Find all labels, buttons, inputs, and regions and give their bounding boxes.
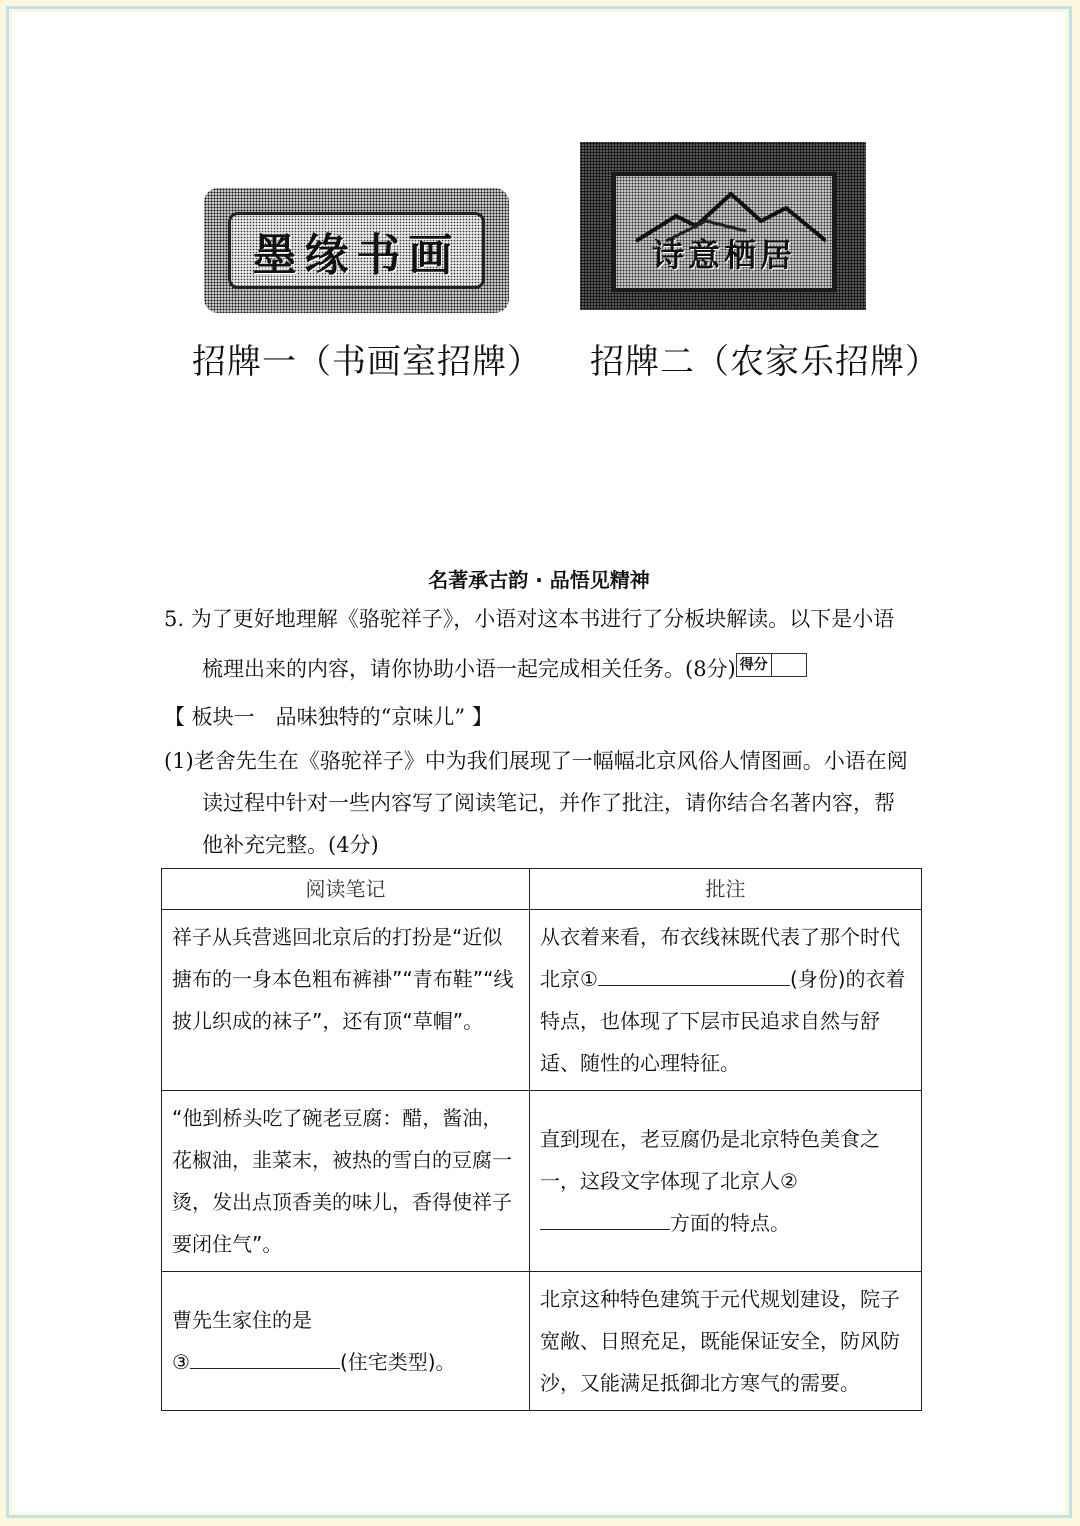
sign-board-2	[612, 172, 836, 292]
note-cell-3	[162, 1272, 530, 1411]
note-3-marker: ③	[172, 1350, 190, 1374]
sign-caption-2: 招牌二（农家乐招牌）	[590, 342, 940, 382]
sign-text-2: 诗意栖居	[651, 236, 796, 274]
section-title: 名著承古韵 · 品悟见精神	[428, 568, 650, 592]
comment-cell-2	[530, 1091, 922, 1272]
comment-1-after: (身份)的衣着特点，也体现了下层市民追求自然与舒适、随性的心理特征。	[540, 967, 906, 1075]
reading-notes-table	[161, 868, 922, 1411]
block-heading: 【 板块一 品味独特的“京味儿” 】	[164, 705, 493, 729]
table-row	[162, 1091, 922, 1272]
comment-2-after: 方面的特点。	[670, 1211, 790, 1235]
sign-caption-1: 招牌一（书画室招牌）	[192, 342, 542, 382]
sub-question-line-2: 读过程中针对一些内容写了阅读笔记，并作了批注，请你结合名著内容，帮	[202, 791, 895, 815]
header-comments: 批注	[530, 869, 922, 910]
document-page	[12, 12, 1066, 1512]
answer-blank-2[interactable]	[540, 1209, 670, 1230]
comment-cell-3: 北京这种特色建筑于元代规划建设，院子宽敞、日照充足，既能保证安全，防风防沙，又能满足抵御北方寒气的需要。	[530, 1272, 922, 1411]
sub-question-line-3: 他补充完整。(4分)	[202, 833, 379, 857]
comment-cell-1	[530, 910, 922, 1091]
sub-question-line-1: (1)老舍先生在《骆驼祥子》中为我们展现了一幅幅北京风俗人情图画。小语在阅	[164, 749, 908, 773]
question-line-1: 5. 为了更好地理解《骆驼祥子》，小语对这本书进行了分板块解读。以下是小语	[164, 607, 895, 631]
note-cell-1: 祥子从兵营逃回北京后的打扮是“近似搪布的一身本色粗布裤褂”“青布鞋”“线披儿织成的袜子”，还有顶“草帽”。	[162, 910, 530, 1091]
score-box	[736, 653, 807, 677]
table-header-row	[162, 869, 922, 910]
note-3-after: (住宅类型)。	[339, 1350, 456, 1374]
comment-1-before: 从衣着来看，布衣线袜既代表了那个时代北京①	[540, 925, 900, 991]
header-reading-notes: 阅读笔记	[162, 869, 530, 910]
note-cell-2: “他到桥头吃了碗老豆腐：醋，酱油，花椒油，韭菜末，被热的雪白的豆腐一烫，发出点顶香美的味儿，香得使祥子要闭住气”。	[162, 1091, 530, 1272]
sign-image-1	[204, 188, 509, 313]
score-label: 得分	[737, 654, 772, 676]
answer-blank-1[interactable]	[598, 965, 790, 986]
comment-2-before: 直到现在，老豆腐仍是北京特色美食之一，这段文字体现了北京人②	[540, 1127, 880, 1193]
question-line-2-text: 梳理出来的内容，请你协助小语一起完成相关任务。(8分)	[202, 657, 736, 681]
table-row	[162, 910, 922, 1091]
note-3-before: 曹先生家住的是	[172, 1308, 312, 1332]
sign-image-2	[580, 142, 866, 310]
sign-text-1: 墨缘书画	[252, 229, 461, 281]
question-line-2	[202, 648, 807, 690]
table-row	[162, 1272, 922, 1411]
answer-blank-3[interactable]	[190, 1348, 340, 1369]
